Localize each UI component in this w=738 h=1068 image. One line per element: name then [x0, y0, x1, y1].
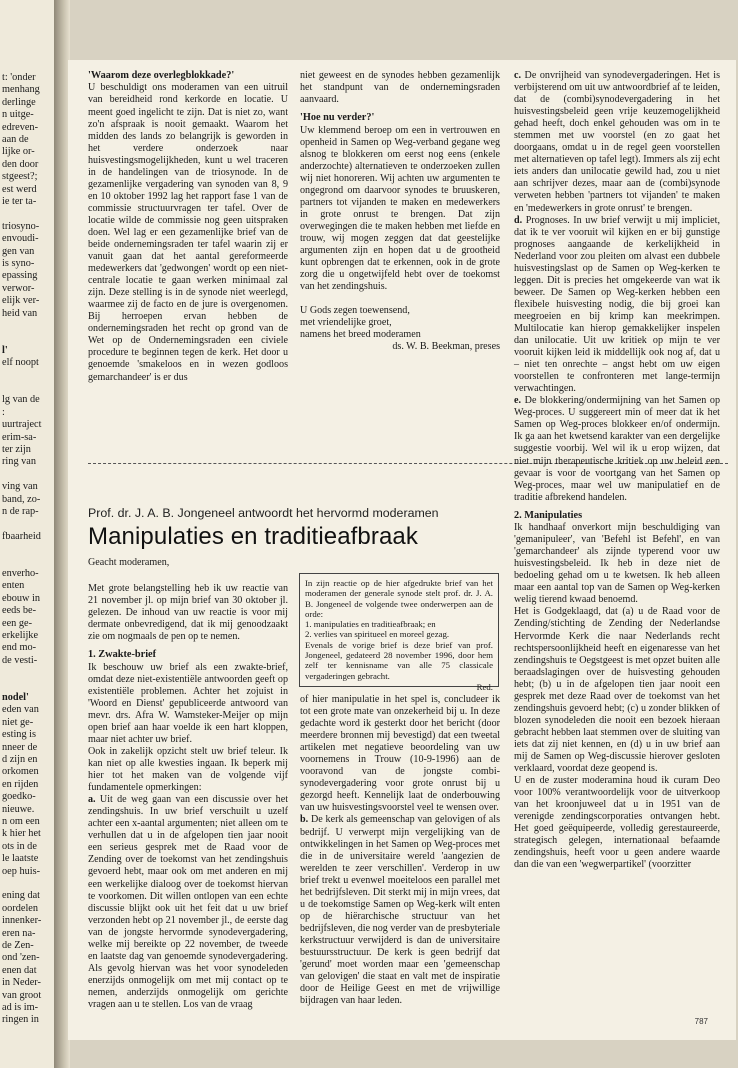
previous-page-fragment: den door [2, 158, 39, 170]
previous-page-fragment: goedko- [2, 791, 36, 803]
previous-page-fragment: ebouw in [2, 592, 41, 604]
item-e-label: e. [514, 395, 522, 407]
previous-page-fragment: derlinge [2, 96, 36, 108]
previous-page-fragment: eden van [2, 704, 39, 716]
letter1-paragraph-3: Uw klemmend beroep om een in vertrouwen en openheid in Samen op Weg-verband gegane weg alsnog te blokkeren om eerst nog eens (enkele anderzochte) alternatieven te onderzoeken zullen wij niet honoreren. Wij achten uw argumenten te ongegrond om daarvoor synodes te bruuskeren, partners tot vijanden te maken en medewerkers in grote onrust te brengen. Dat zijn overwegingen die te maken hebben met liefde en trouw, wij mogen zeggen dat dat geestelijke argumenten zijn en hopen dat u de grootheid kunt opbrengen dat te erkennen, ook in de grote zorg die u ongetwijfeld hebt over de toekomst van het zendingshuis. [300, 124, 500, 293]
previous-page-fragment: d zijn en [2, 754, 38, 765]
item-c-label: c. [514, 70, 522, 81]
previous-page-fragment: n uitge- [2, 109, 34, 121]
section2-text: Ik handhaaf onverkort mijn beschuldiging van 'gemanipuleer', van 'Befehl ist Befehl', en van 'gemarchandeer' als zijnde typerend voor uw huisvestingsbeleid. Ik heb in deze niet de bedoeling gehad om u te kwetsen. Ik heb alleen maar een aantal top van de Samen op Weg-kerken welig tierend kwaad benoemd. [514, 522, 720, 606]
previous-page-fragment: elijk ver- [2, 295, 40, 307]
previous-page-fragment: enen dat [2, 964, 37, 976]
previous-page-fragment: oep huis- [2, 865, 41, 877]
previous-page-fragment: in Neder- [2, 977, 41, 989]
previous-page-fragment: ving van [2, 481, 38, 493]
letter2-column-2 [300, 694, 500, 1007]
previous-page-fragment: eren na- [2, 927, 36, 939]
previous-page-fragment: erkelijke [2, 630, 39, 641]
previous-page-fragment: eeds be- [2, 605, 37, 617]
previous-page-fragment: ie ter ta- [2, 196, 37, 207]
letter2-heading-zwakte-brief: 1. Zwakte-brief [88, 649, 157, 661]
item-d-text: Prognoses. In uw brief verwijt u mij impliciet, dat ik te ver vooruit wil kijken en er bij gunstige prognoses aangaande de kerkelijkheid in Nederland voor zou pleiten om alvast een dubbele huisvestingslast op de Samen op Weg-kerken te leggen. Dit is precies het omgekeerde van wat ik beweer. De Samen op Weg-kerken hebben een flexibele huisvesting nodig, die bij groei kan meegroeien en bij krimp kan meekrimpen. Multilocatie kan hierop gemakkelijker inspelen dan unilocatie. Uit uw kritiek op mijn te ver vooruit kijken leid ik middellijk ook nog af, dat u – niet ten onrechte – angst hebt om uw eigen voorstellen te confronteren met lange-termijn verwachtingen. [514, 214, 720, 395]
previous-page-fragment: innenker- [2, 915, 42, 927]
previous-page-fragment: orkomen [2, 766, 39, 778]
previous-page-fragment: enten [2, 580, 25, 592]
previous-page-fragment: van groot [2, 989, 42, 1001]
previous-page-edge [0, 0, 55, 1068]
page-number: 787 [694, 1017, 708, 1026]
previous-page-fragment: en rijden [2, 778, 39, 790]
previous-page-fragment: uurtraject [2, 419, 42, 431]
previous-page-fragment: nieuwe. [2, 803, 35, 815]
letter2-section1-text: Ik beschouw uw brief als een zwakte-brief, omdat deze niet-existentiële antwoorden geeft op existentiële problemen. Achter het zojuist in 'Woord en Dienst' gepubliceerde antwoord van mevr. drs. Afra W. Wamsteker-Meijer op mijn open brief aan haar voelde ik een hart kloppen, maar niet achter uw brief. [88, 661, 288, 745]
item-b-label: b. [300, 814, 309, 826]
note-text-2: Evenals de vorige brief is deze brief van prof. Jongeneel, gedateerd 28 november 1996, door hem zelf ter kennisname van alle 75 classicale vergaderingen gebracht. [305, 639, 493, 681]
article-title: Manipulaties en traditieafbraak [88, 523, 418, 550]
letter1-paragraph-1: U beschuldigt ons moderamen van een uitruil van bereidheid rond kerkorde en locatie. U meent goed ingelicht te zijn. Dat is niet zo, want zo'n afspraak is nooit gemaakt. Waarom het midden des lands zo belangrijk is geworden in het verdere onderzoek naar huisvestingsmogelijkheden, kunt u wel traceren in de handelingen van de triosynode. In de gezamenlijke vergadering van synoden van 8, 9 en 10 oktober 1992 lag het rapport fase 1 van de commissie structuurvragen ter tafel. Over de locatie wilde de commissie nog geen uitspraken doen. Wel lag er een gezamenlijke brief van de beide ondernemingsraden ter tafel waarin zij er vanuit gaan dat het aantal gereformeerde medewerkers dat 'gedwongen' wordt op een niet-centrale locatie te gaan werken minimaal zal zijn. Deze stelling is in de synode niet weerlegd, waarmee zij de facto en de jure is overgenomen. Bij herroepen ervan hebben de ondernemingsraden het recht op grond van de Wet op de Ondernemingsraden een civiele procedure te beginnen tegen de kerk. Het door u genoemde 'smakeloos en in wezen godloos gemarchandeer' is er dus [88, 82, 288, 383]
editorial-note-box [299, 573, 499, 692]
previous-page-fragment: band, zo- [2, 493, 41, 505]
letter2-item-d [514, 215, 720, 396]
previous-page-fragment: lg van de [2, 394, 40, 406]
previous-page-fragment: ringen in [2, 1014, 39, 1026]
previous-page-fragment: ond 'zen- [2, 952, 40, 964]
letter2-column-1 [88, 557, 288, 1011]
previous-page-fragment: is syno- [2, 258, 35, 269]
previous-page-fragment: n om een [2, 816, 40, 827]
previous-page-fragment: nodel' [2, 692, 29, 703]
letter2-item-b [300, 814, 500, 1007]
previous-page-fragment: enverho- [2, 568, 39, 579]
item-a-label: a. [88, 794, 96, 806]
item-b-text: De kerk als gemeenschap van gelovigen of als bedrijf. U verwerpt mijn vergelijking van de ontwikkelingen in het Samen op Weg-proces met die in de universitaire wereld 'aangezien de werelden te zeer verschillen'. Verderop in uw brief trekt u evenwel moeiteloos een parallel met het bedrijfsleven. Dit sterkt mij in mijn vrees, dat u de toekomstige Samen op Weg-kerk wilt enten op de hiërarchische structuur van het bedrijfsleven, die nog verder van de presbyteriale kerkstructuur verwijderd is dan de universitaire bestuursstructuur. De kerk is geen bedrijf dat 'gerund' moet worden maar een 'gemeenschap van gelovigen' die staat en valt met de inspiratie door de Heilige Geest en met de vrijwillige bijdragen van haar leden. [300, 814, 500, 1007]
previous-page-fragment: fbaarheid [2, 530, 41, 542]
letter2-col2-text: of hier manipulatie in het spel is, concludeer ik tot een grote mate van onzekerheid bij u. In deze gedachte word ik gesterkt door het bericht (door meerdere bronnen mij bevestigd) dat een tweetal artikelen met negatieve beoordeling van uw voornemens in Trouw (10-9-1996) aan de vooravond van de jongste combi-synodevergadering voor grote onrust bij u gezorgd heeft. Kennelijk laat de onderbouwing van uw huisvestingsvoorstel veel te wensen over. [300, 694, 500, 814]
previous-page-fragment: oordelen [2, 902, 39, 914]
previous-page-fragment: envoudi- [2, 233, 39, 245]
item-e-text: De blokkering/ondermijning van het Samen op Weg-proces. U suggereert min of meer dat ik het Samen op Weg-proces blokkeer en/of ondermijn. Ik ga aan het kwetsend karakter van een dergelijke suggestie voorbij. Wel wil ik u erop wijzen, dat niet mijn therapeutische kritiek op uw beleid een gevaar is voor de voortgang van het Samen op Weg-proces, maar wel uw manipulatief en de traditie afbrekend handelen. [514, 395, 720, 503]
letter1-column-1 [88, 70, 288, 384]
previous-page-fragment: erim-sa- [2, 431, 37, 443]
previous-page-fragment: heid van [2, 307, 38, 319]
article-kicker: Prof. dr. J. A. B. Jongeneel antwoordt het hervormd moderamen [88, 506, 439, 520]
previous-page-fragment: een ge- [2, 617, 33, 629]
previous-page-fragment: nneer de [2, 741, 38, 753]
magazine-page [68, 60, 736, 1040]
letter1-greeting-2: met vriendelijke groet, [300, 317, 392, 329]
letter1-column-2 [300, 70, 500, 353]
previous-page-fragment: end mo- [2, 642, 37, 654]
letter2-intro: Met grote belangstelling heb ik uw reactie van 21 november jl. op mijn brief van 30 oktober jl. gelezen. De inhoud van uw reactie is voor mij dermate onbevredigend, dat ik mij genoodzaakt zie om nogmaals de pen op te nemen. [88, 583, 288, 643]
item-a-text: Uit de weg gaan van een discussie over het zendingshuis. In uw brief verschuilt u uzelf achter een x-aantal argumenten; niet alleen om te verhullen dat u in de afgelopen tien jaar nooit een serieus gesprek met de Raad voor de Zending over de toekomst van het zendingshuis gevoerd hebt, maar ook om met anderen en mij een werkelijke dialoog over de toekomst hiervan te voorkomen. Dit willen ontlopen van een echte discussie blijkt ook uit het feit dat u uw brief verzonden hebt op 21 november jl., de eerste dag van de jongste hervormde synodevergadering, welke mij bereikte op 22 november, de tweede en laatste dag van genoemde synodevergadering. Als gevolg hiervan was het voor synodeleden enerzijds onmogelijk om met mij contact op te nemen, anderzijds onmogelijk om gerichte vragen aan u te stellen. Los van de vraag [88, 794, 289, 1010]
previous-page-fragment: le laatste [2, 853, 39, 865]
previous-page-fragment: k hier het [2, 828, 41, 840]
letter1-paragraph-2: niet geweest en de synodes hebben gezamenlijk het standpunt van de ondernemingsraden aanvaard. [300, 70, 500, 106]
previous-page-fragment: triosyno- [2, 220, 40, 232]
letter2-item-c [514, 70, 720, 215]
note-text: In zijn reactie op de hier afgedrukte brief van het moderamen der generale synode stelt prof. dr. J. A. B. Jongeneel de volgende twee onderwerpen aan de orde: [305, 578, 493, 619]
previous-page-fragment: l' [2, 344, 8, 356]
right-column [514, 70, 720, 871]
previous-page-fragment: menhang [2, 84, 40, 96]
note-signature: Red. [476, 681, 493, 692]
previous-page-fragment: epassing [2, 270, 38, 282]
previous-page-fragment: gen van [2, 245, 35, 257]
previous-page-fragment: lijke or- [2, 146, 35, 158]
previous-page-fragment: elf noopt [2, 357, 39, 369]
letter2-heading-manipulaties: 2. Manipulaties [514, 509, 583, 521]
previous-page-fragment: ots in de [2, 840, 37, 852]
previous-page-fragment: de vesti- [2, 654, 38, 666]
item-c-text: De onvrijheid van synodevergaderingen. Het is verbijsterend om uit uw antwoordbrief af te leiden, dat de (combi)synodevergadering in het huisvestingsbeleid geen vrije keuzemogelijkheid gehad heeft, doch enkel gehouden was om in te stemmen met uw voorstel (en zo gaat het doorgaans, omdat u in de regel geen voorstellen met alternatieven op tafel legt). Immers als zij echt iets anders dan unilocatie gewild had, zou u niet aan schrijver dezes, maar aan de (combi)synode verweten hebben 'partners tot vijanden' te maken en 'medewerkers in grote onrust' te brengen. [514, 70, 720, 214]
section2-text-2: Het is Godgeklaagd, dat (a) u de Raad voor de Zending/stichting de Zending der Nederlandse Hervormde Kerk die naar Nederlands recht rechtspersoonlijkheid heeft en eigenaresse van het zendingshuis te Oegstgeest is met opzet buiten alle beraadslagingen over de huisvesting gehouden hebt; (b) u in de afgelopen tien jaar nooit een gesprek met deze Raad over de toekomst van het zendingshuis gevoerd hebt; (c) u zonder blikken of blozen synodeleden die nooit een bezoek hieraan gebracht hebben laat stemmen over de sluiting van iets dat zij niet kennen, en (d) u in uw brief aan mij de Samen op Weg-discussie hierover gesloten verklaard, voordat deze geopend is. [514, 606, 720, 775]
previous-page-fragment: ring van [2, 456, 37, 468]
previous-page-fragment: verwor- [2, 282, 35, 294]
letter1-heading-overlegblokkade: 'Waarom deze overlegblokkade?' [88, 70, 235, 81]
previous-page-fragment: est werd [2, 183, 37, 195]
previous-page-fragment: stgeest?; [2, 171, 38, 183]
letter2-item-e [514, 395, 720, 503]
previous-page-fragment: ening dat [2, 890, 41, 902]
previous-page-fragment: esting is [2, 729, 37, 741]
note-point-1: 1. manipulaties en traditieafbraak; en [305, 619, 436, 630]
note-point-2: 2. verlies van spiritueel en moreel gezag. [305, 629, 450, 640]
item-d-label: d. [514, 214, 523, 226]
previous-page-fragment: niet ge- [2, 716, 34, 728]
letter2-item-a [88, 794, 288, 1011]
letter1-signature: ds. W. B. Beekman, preses [392, 341, 500, 353]
previous-page-fragment: ter zijn [2, 444, 31, 455]
letter2-section1-text2: Ook in zakelijk opzicht stelt uw brief teleur. Ik kan niet op alle kwesties ingaan. Ik beperk mij hier tot het maken van de volgende vijf fundamentele opmerkingen: [88, 746, 288, 794]
previous-page-fragment: ad is im- [2, 1002, 39, 1013]
letter1-greeting-3: namens het breed moderamen [300, 329, 421, 341]
previous-page-fragment: : [2, 406, 5, 418]
previous-page-fragment: edreven- [2, 121, 39, 133]
letter1-greeting-1: U Gods zegen toewensend, [300, 305, 410, 317]
previous-page-fragment: n de rap- [2, 506, 39, 517]
previous-page-fragment: t: 'onder [2, 72, 36, 83]
letter2-salutation: Geacht moderamen, [88, 557, 170, 568]
section2-text-3: U en de zuster moderamina houd ik curam Deo voor 100% verantwoordelijk voor de uitverkoop van het kroonjuweel dat u in 1951 van de verenigde zendingscorporaties ontvangen hebt. Het goed geëquipeerde, volledig gerestaureerde, strategisch gelegen, internationaal befaamde zendingshuis, heeft voor u geen andere waarde dan die van een 'wegwerpartikel' (voorzitter [514, 775, 720, 871]
previous-page-fragment: de Zen- [2, 940, 34, 951]
letter1-heading-hoe-nu-verder: 'Hoe nu verder?' [300, 112, 375, 124]
previous-page-fragment: aan de [2, 134, 29, 145]
